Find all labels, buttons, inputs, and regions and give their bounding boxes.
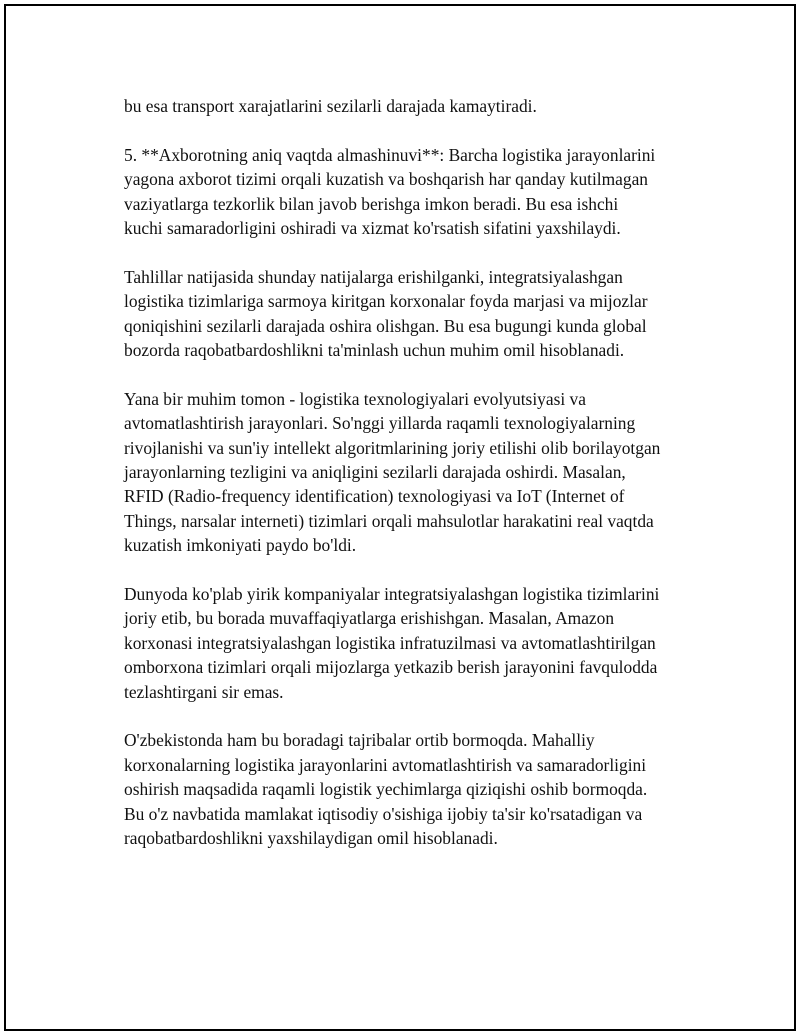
paragraph-3 xyxy=(124,265,714,363)
text-line: logistika tizimlariga sarmoya kiritgan korxonalar foyda marjasi va mijozlar xyxy=(124,291,648,312)
text-line: rivojlanishi va sun'iy intellekt algoritmlarining joriy etilishi olib borilayotgan xyxy=(124,437,661,458)
text-line: Things, narsalar interneti) tizimlari orqali mahsulotlar harakatini real vaqtda xyxy=(124,510,654,531)
document-body xyxy=(124,94,714,875)
text-line: omborxona tizimlari orqali mijozlarga yetkazib berish jarayonini favqulodda xyxy=(124,657,658,678)
text-line: joriy etib, bu borada muvaffaqiyatlarga erishishgan. Masalan, Amazon xyxy=(124,608,615,629)
text-line: qoniqishini sezilarli darajada oshira olishgan. Bu esa bugungi kunda global xyxy=(124,315,647,336)
text-line: O'zbekistonda ham bu boradagi tajribalar ortib bormoqda. Mahalliy xyxy=(124,730,595,751)
text-line: Dunyoda ko'plab yirik kompaniyalar integratsiyalashgan logistika tizimlarini xyxy=(124,584,660,605)
paragraph-6 xyxy=(124,728,714,850)
text-line: Bu o'z navbatida mamlakat iqtisodiy o'sishiga ijobiy ta'sir ko'rsatadigan va xyxy=(124,803,643,824)
paragraph-5 xyxy=(124,582,714,704)
text-line: korxonalarning logistika jarayonlarini avtomatlashtirish va samaradorligini xyxy=(124,754,647,775)
text-line: Yana bir muhim tomon - logistika texnologiyalari evolyutsiyasi va xyxy=(124,388,586,409)
text-line: bu esa transport xarajatlarini sezilarli darajada kamaytiradi. xyxy=(124,96,537,116)
text-line: kuzatish imkoniyati paydo bo'ldi. xyxy=(124,535,357,556)
paragraph-1 xyxy=(124,94,714,118)
text-line: avtomatlashtirish jarayonlari. So'nggi yillarda raqamli texnologiyalarning xyxy=(124,413,636,434)
text-line: oshirish maqsadida raqamli logistik yechimlarga qiziqishi oshib bormoqda. xyxy=(124,779,648,800)
document-page xyxy=(4,4,796,1031)
text-line: korxonasi integratsiyalashgan logistika infratuzilmasi va avtomatlashtirilgan xyxy=(124,632,656,653)
text-line: 5. **Axborotning aniq vaqtda almashinuvi**: Barcha logistika jarayonlarini xyxy=(124,144,656,165)
text-line: vaziyatlarga tezkorlik bilan javob berishga imkon beradi. Bu esa ishchi xyxy=(124,193,619,214)
text-line: kuchi samaradorligini oshiradi va xizmat ko'rsatish sifatini yaxshilaydi. xyxy=(124,218,621,239)
paragraph-2 xyxy=(124,143,714,241)
text-line: raqobatbardoshlikni yaxshilaydigan omil hisoblanadi. xyxy=(124,828,498,849)
text-line: yagona axborot tizimi orqali kuzatish va boshqarish har qanday kutilmagan xyxy=(124,169,648,190)
text-line: RFID (Radio-frequency identification) texnologiyasi va IoT (Internet of xyxy=(124,486,625,507)
paragraph-4 xyxy=(124,387,714,558)
text-line: Tahlillar natijasida shunday natijalarga erishilganki, integratsiyalashgan xyxy=(124,266,623,287)
text-line: tezlashtirgani sir emas. xyxy=(124,681,284,702)
text-line: jarayonlarning tezligini va aniqligini sezilarli darajada oshirdi. Masalan, xyxy=(124,462,626,483)
text-line: bozorda raqobatbardoshlikni ta'minlash uchun muhim omil hisoblanadi. xyxy=(124,340,625,361)
